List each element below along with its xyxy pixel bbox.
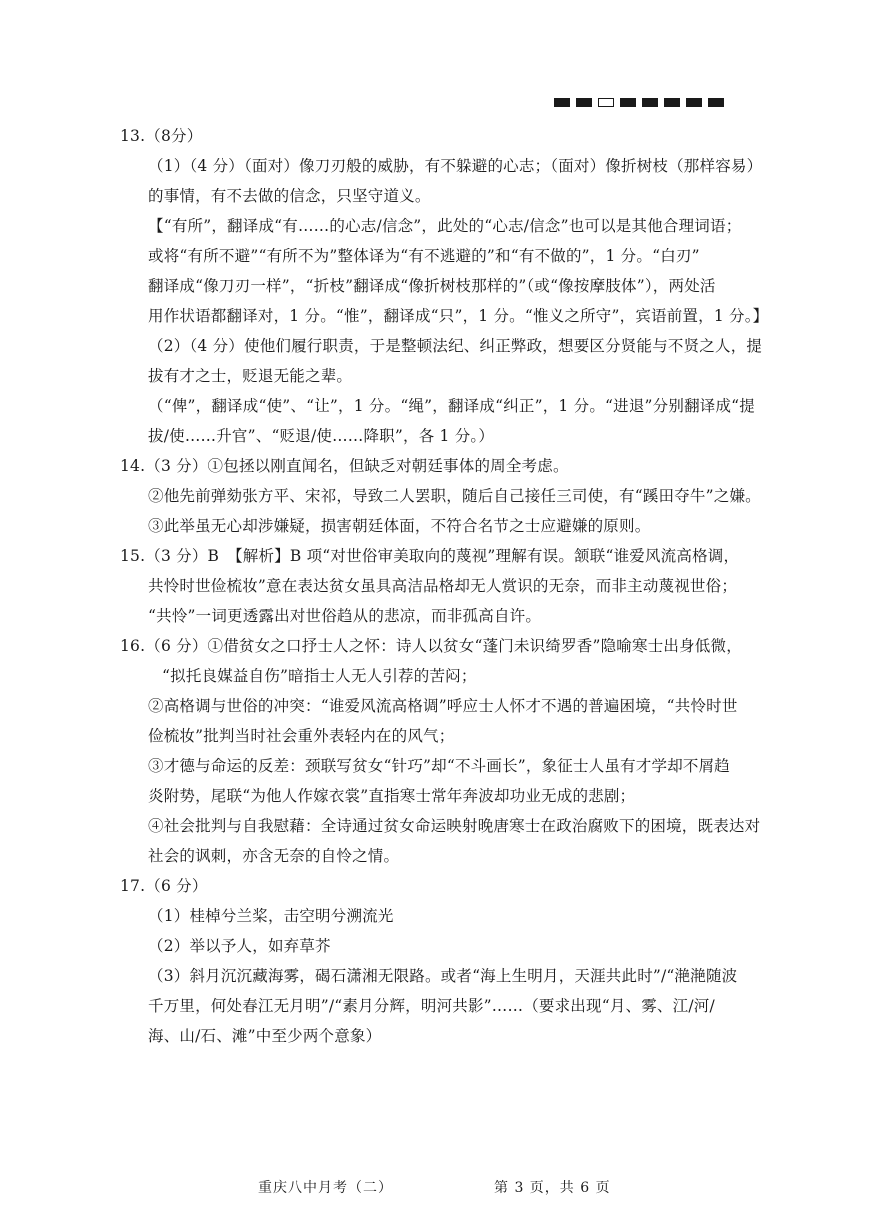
text-line: ④社会批判与自我慰藉：全诗通过贫女命运映射晚唐寒士在政治腐败下的困境，既表达对: [148, 817, 761, 835]
text-line: 14.（3 分）①包拯以刚直闻名，但缺乏对朝廷事体的周全考虑。: [120, 457, 569, 475]
text-line: 15.（3 分）B 【解析】B 项“对世俗审美取向的蔑视”理解有误。颔联“谁爱风流高格调，: [120, 547, 740, 565]
text-line: 千万里，何处春江无月明”/“素月分辉，明河共影”……（要求出现“月、雾、江/河/: [148, 997, 715, 1015]
text-line: ②他先前弹劾张方平、宋祁，导致二人罢职，随后自己接任三司使，有“蹊田夺牛”之嫌。: [148, 487, 761, 505]
text-line: 拔/使……升官”、“贬退/使……降职”，各 1 分。）: [148, 427, 495, 445]
header-marks: [554, 98, 724, 107]
text-line: 或将“有所不避”“有所不为”整体译为“有不逃避的”和“有不做的”，1 分。“白刃”: [148, 247, 700, 265]
text-line: ②高格调与世俗的冲突：“谁爱风流高格调”呼应士人怀才不遇的普遍困境，“共怜时世: [148, 697, 738, 715]
text-line: 13.（8分）: [120, 127, 203, 145]
answer-content: [0, 121, 870, 1051]
text-line: 17.（6 分）: [120, 877, 208, 895]
text-line: （2）（4 分）使他们履行职责，于是整顿法纪、纠正弊政，想要区分贤能与不贤之人，提: [148, 337, 763, 355]
header-mark-8: [708, 98, 724, 107]
text-line: “拟托良媒益自伤”暗指士人无人引荐的苦闷；: [162, 667, 477, 685]
header-mark-3-hollow: [598, 98, 614, 107]
text-line: ③此举虽无心却涉嫌疑，损害朝廷体面，不符合名节之士应避嫌的原则。: [148, 517, 651, 535]
text-line: 16.（6 分）①借贫女之口抒士人之怀：诗人以贫女“蓬门未识绮罗香”隐喻寒士出身低微，: [120, 637, 742, 655]
header-mark-7: [686, 98, 702, 107]
footer-page-number: 第 3 页，共 6 页: [494, 1180, 611, 1196]
text-line: 拔有才之士，贬退无能之辈。: [148, 367, 353, 385]
text-line: （3）斜月沉沉藏海雾，碣石潇湘无限路。或者“海上生明月，天涯共此时”/“滟滟随波: [148, 967, 738, 985]
text-line: 炎附势，尾联“为他人作嫁衣裳”直指寒士常年奔波却功业无成的悲剧；: [148, 787, 636, 805]
header-mark-2: [576, 98, 592, 107]
header-mark-4: [620, 98, 636, 107]
text-line: 共怜时世俭梳妆”意在表达贫女虽具高洁品格却无人赏识的无奈，而非主动蔑视世俗；: [148, 577, 738, 595]
text-line: 【“有所”，翻译成“有……的心志/信念”，此处的“心志/信念”也可以是其他合理词语；: [148, 217, 742, 235]
text-line: 翻译成“像刀刃一样”，“折枝”翻译成“像折树枝那样的”（或“像按摩肢体”），两处活: [148, 277, 716, 295]
text-line: （2）举以予人，如弃草芥: [148, 937, 331, 955]
text-line: 的事情，有不去做的信念，只坚守道义。: [148, 187, 431, 205]
text-line: 海、山/石、滩”中至少两个意象）: [148, 1027, 382, 1045]
header-mark-5: [642, 98, 658, 107]
header-mark-1: [554, 98, 570, 107]
text-line: （1）桂棹兮兰桨，击空明兮溯流光: [148, 907, 394, 925]
header-mark-6: [664, 98, 680, 107]
text-line: （“俾”，翻译成“使”、“让”，1 分。“绳”，翻译成“纠正”，1 分。“进退”分别翻译成“提: [148, 397, 755, 415]
text-line: ③才德与命运的反差：颈联写贫女“针巧”却“不斗画长”，象征士人虽有才学却不屑趋: [148, 757, 730, 775]
text-line: 俭梳妆”批判当时社会重外表轻内在的风气；: [148, 727, 455, 745]
text-line: “共怜”一词更透露出对世俗趋从的悲凉，而非孤高自许。: [148, 607, 542, 625]
footer-exam-title: 重庆八中月考（二）: [258, 1180, 393, 1196]
text-line: 用作状语都翻译对，1 分。“惟”，翻译成“只”，1 分。“惟义之所守”，宾语前置，1 分。】: [148, 307, 769, 325]
text-line: （1）（4 分）（面对）像刀刃般的威胁，有不躲避的心志；（面对）像折树枝（那样容易）: [148, 157, 763, 175]
text-line: 社会的讽刺，亦含无奈的自怜之情。: [148, 847, 400, 865]
